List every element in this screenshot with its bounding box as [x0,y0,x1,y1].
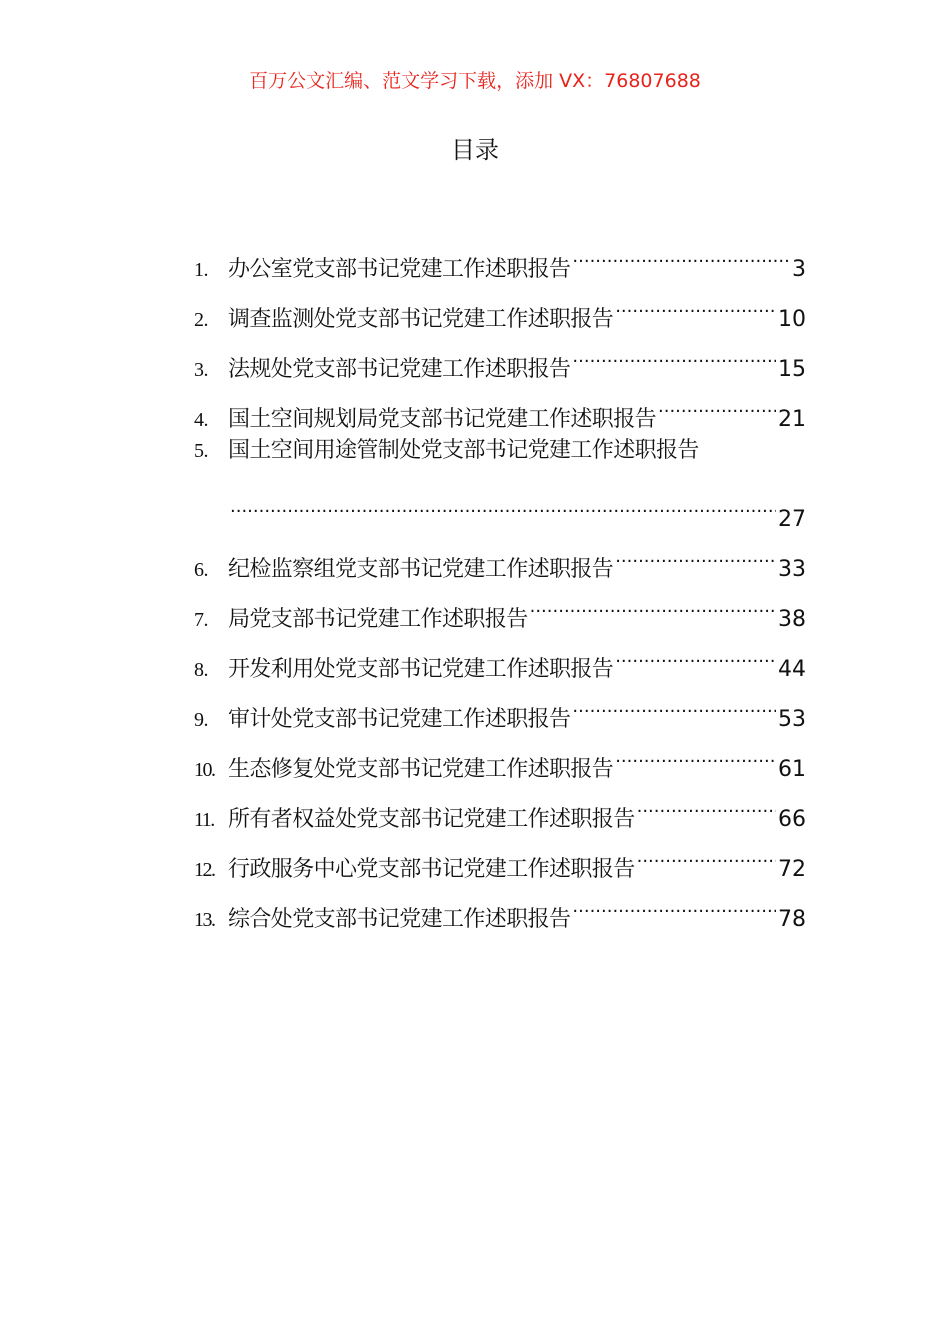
dot-leader [658,376,776,426]
toc-entry-number: 7. [194,609,208,631]
toc-entry-number: 4. [194,409,208,431]
dot-leader [637,776,776,826]
toc-entry-title: 所有者权益处党支部书记党建工作述职报告 [228,807,635,832]
toc-entry-page: 78 [778,907,806,932]
dot-leader [615,626,776,676]
toc-entry-title: 局党支部书记党建工作述职报告 [228,607,528,632]
toc-entry-title: 综合处党支部书记党建工作述职报告 [228,907,571,932]
toc-entry-page: 21 [778,407,806,432]
toc-entry-number: 10. [194,759,215,781]
toc-entry-page: 33 [778,557,806,582]
toc-entry-title: 国土空间规划局党支部书记党建工作述职报告 [228,407,657,432]
toc-entry-page: 38 [778,607,806,632]
toc-entry-page: 10 [778,307,806,332]
toc-title: 目录 [451,136,499,164]
header-banner: 百万公文汇编、范文学习下载，添加 VX：76807688 [249,70,701,92]
toc-entry-title: 调查监测处党支部书记党建工作述职报告 [228,307,614,332]
toc-entry[interactable] [194,226,806,282]
toc-entry-page: 53 [778,707,806,732]
toc-entry-number: 6. [194,559,208,581]
toc-entry-page: 15 [778,357,806,382]
toc-entry-title: 办公室党支部书记党建工作述职报告 [228,257,571,282]
toc-entry-page: 27 [778,507,806,532]
toc-entry-number: 3. [194,359,208,381]
toc-entry-title: 审计处党支部书记党建工作述职报告 [228,707,571,732]
toc-entry-number: 11. [194,809,214,831]
toc-entry[interactable] [194,426,806,532]
dot-leader [572,876,776,926]
toc-entry-page: 3 [792,257,806,282]
toc-entry-number: 12. [194,859,215,881]
toc-entry-number: 8. [194,659,208,681]
dot-leader [637,826,776,876]
dot-leader [615,276,776,326]
toc-entry-number: 13. [194,909,215,931]
toc-entry-page: 44 [778,657,806,682]
dot-leader [615,526,776,576]
toc-entry[interactable] [194,526,806,582]
toc-entry-page: 72 [778,857,806,882]
toc-entry-number: 5. [194,440,208,462]
dot-leader [572,326,776,376]
toc-entry-title: 法规处党支部书记党建工作述职报告 [228,357,571,382]
dot-leader [572,676,776,726]
toc-entry-title: 生态修复处党支部书记党建工作述职报告 [228,757,614,782]
dot-leader [615,726,776,776]
toc-entry-title: 国土空间用途管制处党支部书记党建工作述职报告 [228,438,699,463]
dot-leader [530,576,776,626]
toc-entry-title: 纪检监察组党支部书记党建工作述职报告 [228,557,614,582]
toc-list [194,226,806,932]
toc-entry-title: 行政服务中心党支部书记党建工作述职报告 [228,857,635,882]
toc-entry-page: 66 [778,807,806,832]
toc-entry-number: 2. [194,309,208,331]
dot-leader [572,226,790,276]
toc-entry-title: 开发利用处党支部书记党建工作述职报告 [228,657,614,682]
toc-entry-number: 1. [194,259,208,281]
dot-leader [230,476,776,526]
toc-entry-page: 61 [778,757,806,782]
toc-entry-number: 9. [194,709,208,731]
